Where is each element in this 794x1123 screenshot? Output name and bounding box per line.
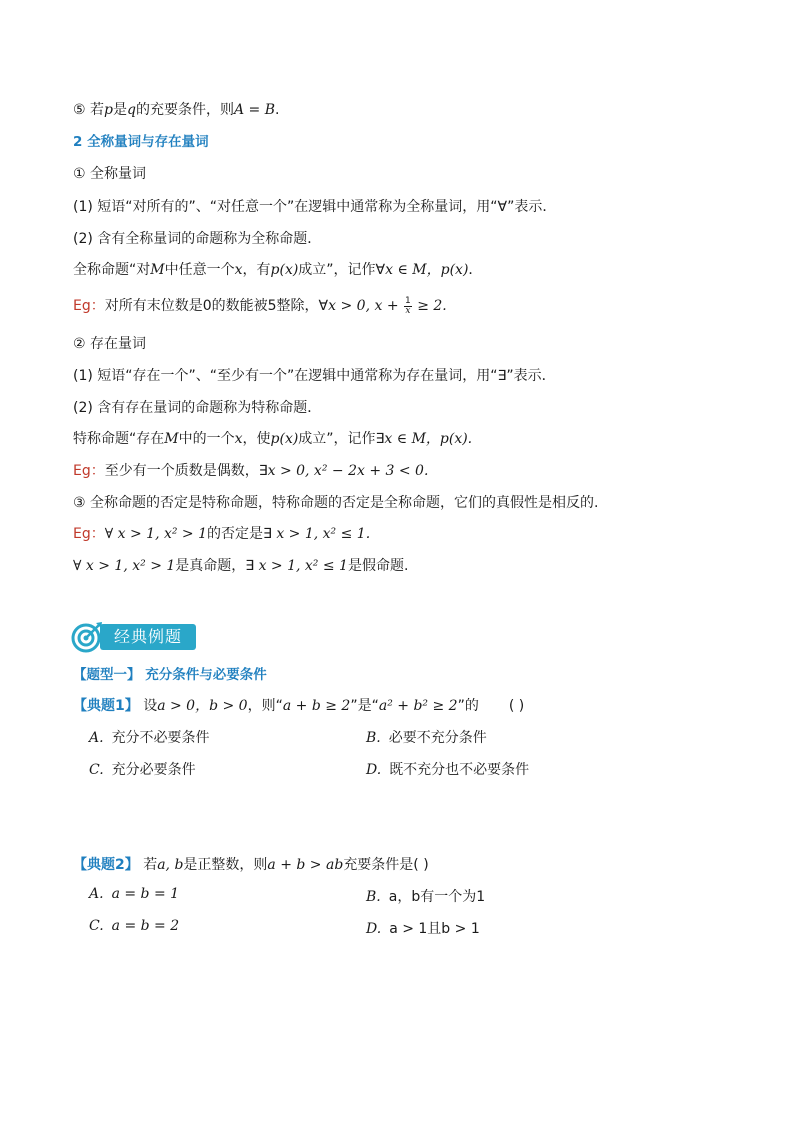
math-expr: x ∈ M，p(x) [385, 262, 469, 278]
item3-text: ③ 全称命题的否定是特称命题，特称命题的否定是全称命题，它们的真假性是相反的. [73, 495, 599, 511]
univ-line1: (1) 短语“对所有的”、“对任意一个”在逻辑中通常称为全称量词，用“∀”表示． [73, 199, 557, 215]
text: 特称命题“存在 [73, 431, 165, 447]
math-x: x [234, 431, 243, 447]
text: 充要条件是( ) [343, 857, 429, 873]
option-letter: D. [366, 921, 382, 937]
option-text: a > 1且b > 1 [389, 921, 480, 937]
examples-banner [70, 618, 200, 656]
math-expr: x ∈ M，p(x). [384, 431, 473, 447]
math-expr: a + b ≥ 2 [282, 698, 351, 714]
math-expr: a > 0，b > 0 [157, 698, 248, 714]
math-expr: a, b [157, 857, 184, 873]
eg-text: 对所有末位数是0的数能被5整除，∀ [104, 298, 329, 314]
option-text: 充分不必要条件 [111, 730, 210, 746]
option-text: 必要不充分条件 [388, 730, 487, 746]
option-d [366, 918, 480, 938]
math-px: p(x) [270, 431, 299, 447]
option-d [366, 759, 529, 779]
option-text: 既不充分也不必要条件 [389, 762, 530, 778]
text: 全称命题“对 [73, 262, 151, 278]
item5-line [73, 100, 279, 120]
math-expr: ≥ 2. [412, 298, 447, 314]
math-expr: x > 0, x² − 2x + 3 < 0. [267, 463, 429, 479]
math-expr: ∀ x > 1, x² > 1 [104, 526, 208, 542]
math-M: M [150, 262, 165, 278]
banner-label: 经典例题 [100, 624, 196, 650]
target-icon [70, 620, 104, 654]
option-b [366, 727, 487, 747]
text: 是正整数，则 [183, 857, 268, 873]
question-label: 【典题1】 [73, 698, 139, 714]
option-text: a = b = 2 [111, 918, 180, 934]
math-px: p(x) [270, 262, 299, 278]
exist-line1: (1) 短语“存在一个”、“至少有一个”在逻辑中通常称为存在量词，用“∃”表示． [73, 368, 556, 384]
text: ”是“ [350, 698, 379, 714]
text: 是真命题，∃ [175, 558, 259, 574]
option-letter: B. [366, 730, 381, 746]
frac-num: 1 [405, 295, 411, 306]
text: 若 [138, 857, 158, 873]
option-text: a = b = 1 [111, 886, 180, 902]
type-bracket: 【题型一】 [73, 667, 141, 683]
answer-paren: ( ) [508, 698, 525, 714]
math-expr: x > 0, x + [328, 298, 404, 314]
option-letter: D. [366, 762, 382, 778]
math-expr: x > 1, x² ≤ 1 [258, 558, 348, 574]
univ-line2: (2) 含有全称量词的命题称为全称命题． [73, 231, 322, 247]
math-expr: A = B [233, 102, 275, 118]
option-letter: B. [366, 889, 381, 905]
item3-eg [73, 524, 370, 544]
item5-text: 若 [85, 102, 105, 118]
univ-eg [73, 296, 447, 316]
math-expr: a² + b² ≥ 2 [378, 698, 458, 714]
eg-label: Eg： [73, 526, 105, 542]
option-letter: C. [89, 762, 104, 778]
option-c [89, 918, 179, 934]
text: ”的 [457, 698, 479, 714]
math-x: x [234, 262, 243, 278]
section-heading: 2 全称量词与存在量词 [73, 134, 209, 150]
option-letter: A. [89, 886, 104, 902]
text: 中任意一个 [164, 262, 235, 278]
text: ，有 [242, 262, 271, 278]
option-letter: C. [89, 918, 104, 934]
exist-line2: (2) 含有存在量词的命题称为特称命题． [73, 400, 322, 416]
text: 是假命题. [347, 558, 409, 574]
item5-text: 的充要条件，则 [135, 102, 234, 118]
math-q: q [126, 102, 136, 118]
eg-text: 至少有一个质数是偶数，∃ [104, 463, 268, 479]
text: ，则“ [247, 698, 283, 714]
text: 成立”，记作∀ [298, 262, 386, 278]
exist-line3 [73, 429, 472, 449]
text: 成立”，记作∃ [298, 431, 385, 447]
text: ． [468, 262, 483, 278]
type-heading [73, 663, 267, 683]
option-text: 充分必要条件 [111, 762, 196, 778]
option-text: a，b有一个为1 [388, 889, 486, 905]
math-expr: ∀ x > 1, x² > 1 [73, 558, 176, 574]
item5-marker: ⑤ [73, 102, 86, 118]
type-title: 充分条件与必要条件 [140, 667, 267, 683]
item5-text: 是 [112, 102, 127, 118]
exist-title: ② 存在量词 [73, 336, 147, 352]
text: 的否定是∃ [207, 526, 277, 542]
item5-end: . [274, 102, 280, 118]
univ-line3 [73, 260, 482, 280]
eg-label: Eg： [73, 298, 105, 314]
option-letter: A. [89, 730, 104, 746]
math-M: M [164, 431, 179, 447]
math-expr: a + b > ab [267, 857, 344, 873]
frac-den: x [405, 305, 411, 316]
option-c [89, 759, 196, 779]
question-2 [73, 854, 429, 874]
eg-label: Eg： [73, 463, 105, 479]
math-p: p [104, 102, 113, 118]
math-expr: x > 1, x² ≤ 1. [276, 526, 371, 542]
fraction [404, 297, 412, 316]
text: 设 [138, 698, 158, 714]
option-a [89, 886, 179, 902]
question-label: 【典题2】 [73, 857, 139, 873]
option-b [366, 886, 485, 906]
option-a [89, 727, 210, 747]
text: 中的一个 [178, 431, 235, 447]
question-1 [73, 695, 524, 715]
text: ，使 [242, 431, 271, 447]
univ-title: ① 全称量词 [73, 166, 147, 182]
exist-eg [73, 461, 428, 481]
item3-last [73, 556, 408, 576]
